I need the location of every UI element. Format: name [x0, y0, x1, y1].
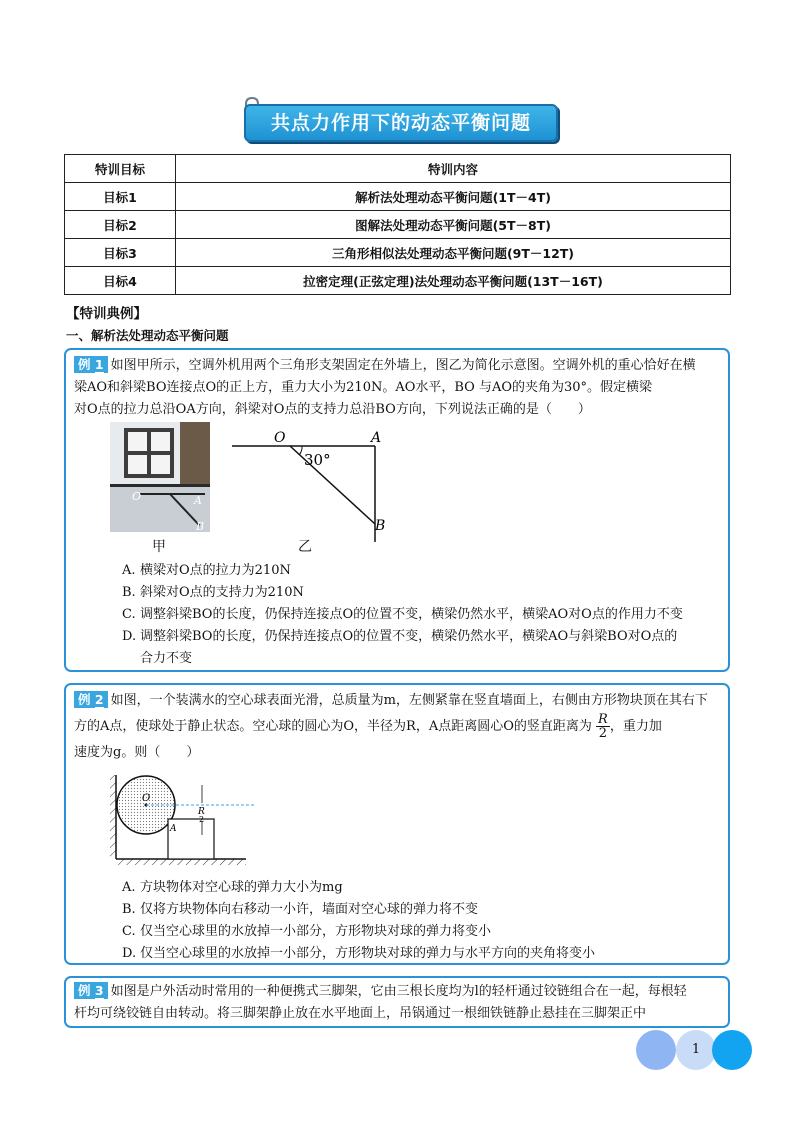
question-tag: 例 1: [74, 356, 108, 373]
option-b[interactable]: B. 斜梁对O点的支持力为210N: [122, 585, 304, 600]
question-1-box: [64, 348, 730, 672]
diagram-label-o: O: [274, 430, 286, 446]
sphere-label-a: A: [170, 824, 177, 834]
page-decor-circle: [712, 1030, 752, 1070]
goals-table: [64, 154, 731, 295]
option-a[interactable]: A. 方块物体对空心球的弹力大小为mg: [122, 880, 343, 895]
sphere-label-r: R: [198, 807, 205, 817]
table-header-row: [65, 155, 731, 183]
table-cell: 目标4: [65, 267, 176, 295]
table-row: [65, 211, 731, 239]
table-cell: 解析法处理动态平衡问题(1T－4T): [176, 183, 731, 211]
option-a[interactable]: A. 横梁对O点的拉力为210N: [122, 563, 291, 578]
table-cell: 拉密定理(正弦定理)法处理动态平衡问题(13T－16T): [176, 267, 731, 295]
option-b[interactable]: B. 仅将方块物体向右移动一小许，墙面对空心球的弹力将不变: [122, 902, 479, 917]
option-d-cont: 合力不变: [140, 651, 193, 666]
title-box: [244, 104, 558, 142]
subsection-heading: 一、解析法处理动态平衡问题: [66, 328, 229, 343]
table-row: [65, 267, 731, 295]
question-tag: 例 2: [74, 691, 108, 708]
photo-aircon: [110, 422, 210, 532]
page-number: 1: [676, 1030, 716, 1070]
diagram-label-a: A: [371, 430, 382, 446]
option-d[interactable]: D. 调整斜梁BO的长度，仍保持连接点O的位置不变，横梁仍然水平，横梁AO与斜梁BO对O点的: [122, 629, 678, 644]
option-d[interactable]: D. 仅当空心球里的水放掉一小部分，方形物块对球的弹力与水平方向的夹角将变小: [122, 946, 596, 961]
sphere-label-two: 2: [199, 815, 205, 824]
table-cell: 图解法处理动态平衡问题(5T－8T): [176, 211, 731, 239]
page-decor-circle: [636, 1030, 676, 1070]
question-3-box: [64, 976, 730, 1028]
question-1-text: 例 1 如图甲所示，空调外机用两个三角形支架固定在外墙上，图乙为简化示意图。空调外机的重心恰好在横 梁AO和斜梁BO连接点O的正上方，重力大小为210N。AO水平，BO 与AO的夹角为30°。假定横梁 对O点的拉力总沿OA方向，斜梁对O点的支持力总沿BO方向，下列说法正确的是（ ）: [74, 357, 696, 417]
fraction-r-over-2: $\frac{R}{2}$: [598, 712, 608, 741]
diagram-label-b: B: [375, 518, 386, 534]
photo-label-b: B: [196, 520, 205, 532]
question-3-text: 例 3 如图是户外活动时常用的一种便携式三脚架，它由三根长度均为l的轻杆通过铰链组合在一起，每根轻 杆均可绕铰链自由转动。将三脚架静止放在水平地面上，吊锅通过一根细铁链静止悬挂在三脚架正中: [74, 983, 687, 1021]
table-cell: 目标2: [65, 211, 176, 239]
table-header-cell: 特训目标: [65, 155, 176, 183]
table-row: [65, 183, 731, 211]
sphere-label-o: O: [142, 793, 151, 804]
table-header-cell: 特训内容: [176, 155, 731, 183]
diagram-yi: [230, 424, 400, 544]
question-2-text: 例 2 如图，一个装满水的空心球表面光滑，总质量为m，左侧紧靠在竖直墙面上，右侧由方形物块顶在其右下 方的A点，使球处于静止状态。空心球的圆心为O，半径为R，A点距离圆心O的竖直距离为 $\frac{R}{2}$ ，重力加 速度为g。则（ ）: [74, 692, 708, 760]
diagram-angle-label: 30°: [304, 451, 331, 469]
diagram-sphere: [106, 775, 256, 871]
table-row: [65, 239, 731, 267]
figure-label-yi: 乙: [298, 539, 312, 555]
table-cell: 目标3: [65, 239, 176, 267]
photo-label-o: O: [132, 490, 142, 503]
table-cell: 目标1: [65, 183, 176, 211]
figure-label-jia: 甲: [152, 539, 166, 555]
question-2-box: [64, 683, 730, 965]
option-c[interactable]: C. 仅当空心球里的水放掉一小部分，方形物块对球的弹力将变小: [122, 924, 492, 939]
title-banner: [238, 96, 558, 142]
section-heading: 【特训典例】: [66, 306, 147, 322]
table-cell: 三角形相似法处理动态平衡问题(9T－12T): [176, 239, 731, 267]
photo-label-a: A: [194, 494, 202, 507]
option-c[interactable]: C. 调整斜梁BO的长度，仍保持连接点O的位置不变，横梁仍然水平，横梁AO对O点的作用力不变: [122, 607, 683, 622]
question-tag: 例 3: [74, 982, 108, 999]
page-title: 共点力作用下的动态平衡问题: [270, 112, 531, 134]
